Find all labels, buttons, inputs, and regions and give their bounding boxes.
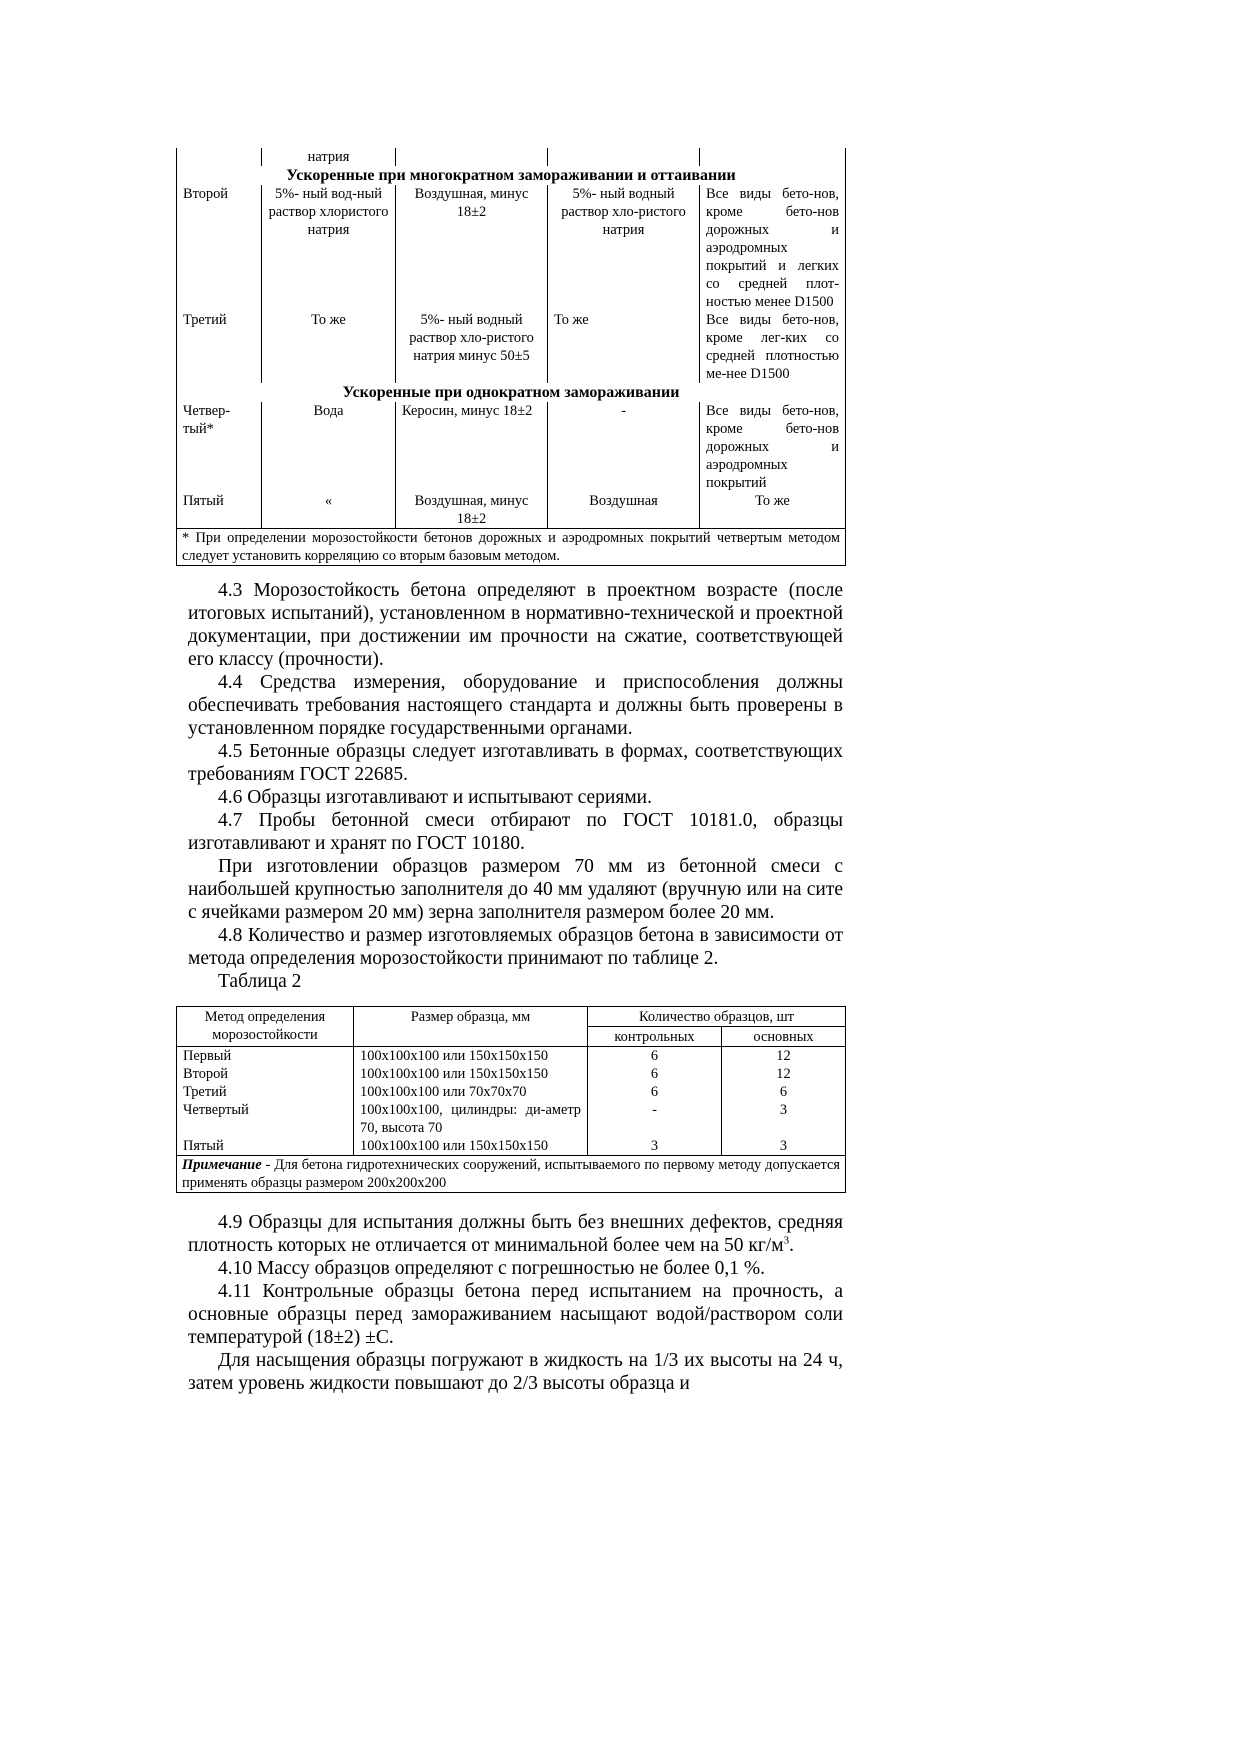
table-1-continuation (176, 148, 846, 566)
paragraph (188, 1211, 843, 1257)
table-cell: Второй (183, 1066, 228, 1082)
table-caption: Таблица 2 (218, 971, 302, 992)
paragraph: 4.5 Бетонные образцы следует изготавливать в формах, соответствующих требованиям ГОСТ 22685. (188, 741, 843, 785)
table-cell: Все виды бето-нов, кроме лег-ких со средней плотностью ме-нее D1500 (700, 311, 846, 383)
table-header-row (177, 1007, 846, 1027)
table-cell: 100х100х100 или 150х150х150 (354, 1047, 588, 1066)
table-cell: Третий (183, 1084, 227, 1100)
paragraph: При изготовлении образцов размером 70 мм из бетонной смеси с наибольшей крупностью заполнителя до 40 мм удаляют (вручную или на сите с ячейками размером 20 мм) зерна заполнителя размером более 20 мм. (188, 856, 843, 923)
table-cell: Четвер-тый* (183, 403, 231, 437)
table-footnote-row (177, 529, 846, 566)
table-cell: 100х100х100 или 70х70х70 (354, 1083, 588, 1101)
table-row (177, 402, 846, 492)
table-cell: - (548, 402, 700, 492)
table-cell: Пятый (183, 493, 224, 509)
section-heading-row (177, 383, 846, 402)
table-cell: То же (548, 311, 700, 383)
table-cell: Четвертый (183, 1102, 249, 1118)
table-2 (176, 1006, 846, 1193)
table-note-row (177, 1156, 846, 1193)
paragraph-text-end: . (789, 1235, 794, 1256)
body-text (176, 1211, 845, 1395)
table-row (177, 1137, 846, 1156)
column-header-size: Размер образца, мм (354, 1007, 588, 1047)
paragraph: Для насыщения образцы погружают в жидкость на 1/3 их высоты на 24 ч, затем уровень жидкости повышают до 2/3 высоты образца и (188, 1350, 843, 1394)
table-cell: Второй (183, 186, 228, 202)
superscript: 3 (783, 1234, 790, 1247)
table-cell: Воздушная, минус 18±2 (396, 185, 548, 311)
table-cell: 6 (588, 1065, 722, 1083)
table-cell: 100х100х100, цилиндры: ди-аметр 70, высота 70 (354, 1101, 588, 1137)
table-cell: 100х100х100 или 150х150х150 (354, 1065, 588, 1083)
paragraph: 4.7 Пробы бетонной смеси отбирают по ГОСТ 10181.0, образцы изготавливают и хранят по ГОСТ 10180. (188, 810, 843, 854)
table-row (177, 185, 846, 311)
table-row (177, 492, 846, 529)
table-cell: То же (700, 492, 846, 529)
table-row (177, 148, 846, 166)
paragraph: 4.8 Количество и размер изготовляемых образцов бетона в зависимости от метода определения морозостойкости принимают по таблице 2. (188, 925, 843, 969)
table-cell: 12 (722, 1047, 846, 1066)
table-cell: 6 (722, 1083, 846, 1101)
table-cell: Воздушная (548, 492, 700, 529)
note-label: Примечание (182, 1157, 262, 1173)
table-row (177, 1065, 846, 1083)
table-cell: 6 (588, 1047, 722, 1066)
section-heading: Ускоренные при однократном замораживании (342, 384, 680, 401)
table-cell: То же (262, 311, 396, 383)
column-header-control: контрольных (588, 1027, 722, 1047)
table-cell: натрия (262, 148, 396, 166)
paragraph: 4.3 Морозостойкость бетона определяют в проектном возрасте (после итоговых испытаний), установленном в нормативно-технической и проектной документации, при достижении им прочности на сжатие, соответствующей его классу (прочности). (188, 580, 843, 670)
table-cell: 5%- ный вод-ный раствор хлористого натрия (262, 185, 396, 311)
table-cell: Все виды бето-нов, кроме бето-нов дорожных и аэродромных покрытий (700, 402, 846, 492)
table-cell: 100х100х100 или 150х150х150 (354, 1137, 588, 1156)
note-text: - Для бетона гидротехнических сооружений, испытываемого по первому методу допускается применять образцы размером 200х200х200 (182, 1157, 840, 1191)
column-header-count: Количество образцов, шт (588, 1007, 846, 1027)
paragraph: 4.10 Массу образцов определяют с погрешностью не более 0,1 %. (218, 1258, 766, 1279)
section-heading: Ускоренные при многократном замораживании и оттаивании (286, 167, 736, 184)
table-footnote: * При определении морозостойкости бетонов дорожных и аэродромных покрытий четвертым методом следует установить корреляцию со вторым базовым методом. (177, 529, 846, 566)
column-header-method: Метод определения морозостойкости (177, 1007, 354, 1047)
table-cell: Пятый (183, 1138, 224, 1154)
table-cell: 12 (722, 1065, 846, 1083)
table-cell: 3 (588, 1137, 722, 1156)
section-heading-row (177, 166, 846, 185)
table-row (177, 1047, 846, 1066)
table-cell: 5%- ный водный раствор хло-ристого натрия минус 50±5 (396, 311, 548, 383)
paragraph-text: 4.9 Образцы для испытания должны быть без внешних дефектов, средняя плотность которых не отличается от минимальной более чем на 50 кг/м (188, 1212, 843, 1256)
table-cell: « (262, 492, 396, 529)
table-row (177, 1083, 846, 1101)
table-cell: Все виды бето-нов, кроме бето-нов дорожных и аэродромных покрытий и легких со средней плот-ностью менее D1500 (700, 185, 846, 311)
column-header-main: основных (722, 1027, 846, 1047)
table-cell: - (588, 1101, 722, 1137)
table-cell: 5%- ный водный раствор хло-ристого натрия (548, 185, 700, 311)
table-cell: Третий (183, 312, 227, 328)
table-row (177, 311, 846, 383)
table-cell: Воздушная, минус 18±2 (396, 492, 548, 529)
table-cell: 6 (588, 1083, 722, 1101)
paragraph: 4.11 Контрольные образцы бетона перед испытанием на прочность, а основные образцы перед замораживанием насыщают водой/раствором соли температурой (18±2) ±С. (188, 1281, 843, 1348)
table-note (177, 1156, 846, 1193)
table-cell: Первый (183, 1048, 232, 1064)
table-row (177, 1101, 846, 1137)
table-cell: 3 (722, 1101, 846, 1137)
table-cell: 3 (722, 1137, 846, 1156)
table-cell: Вода (262, 402, 396, 492)
document-page (176, 148, 845, 1395)
table-cell: Керосин, минус 18±2 (396, 402, 548, 492)
paragraph: 4.4 Средства измерения, оборудование и приспособления должны обеспечивать требования настоящего стандарта и должны быть проверены в установленном порядке государственными органами. (188, 672, 843, 739)
paragraph: 4.6 Образцы изготавливают и испытывают сериями. (218, 787, 652, 808)
body-text (176, 579, 845, 993)
